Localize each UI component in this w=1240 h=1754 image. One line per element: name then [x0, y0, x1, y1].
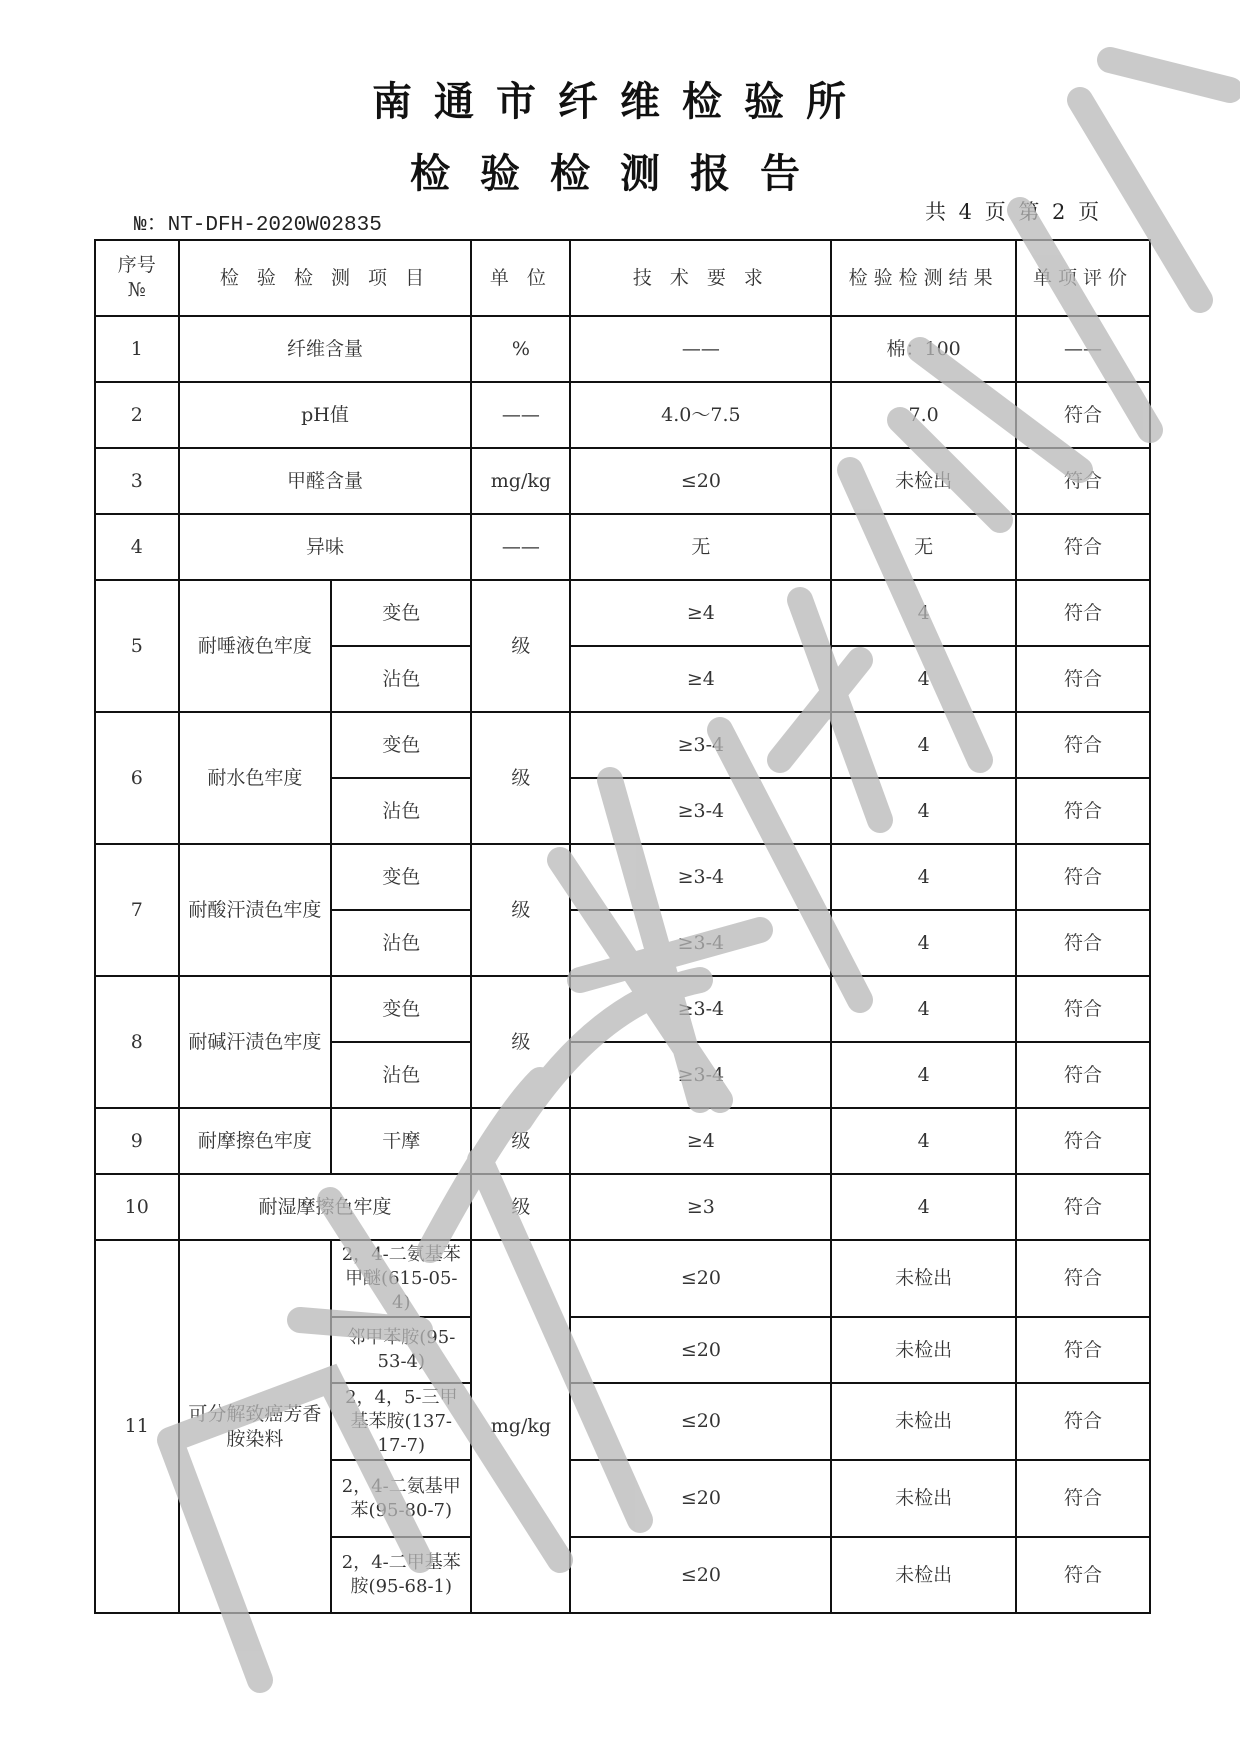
- table-header-row: [95, 240, 1150, 316]
- table-row: [95, 382, 1150, 448]
- test-item: 耐摩擦色牢度: [179, 1108, 332, 1174]
- requirement: ≥4: [570, 580, 831, 646]
- result: 未检出: [831, 1537, 1016, 1613]
- row-number: 11: [95, 1240, 179, 1613]
- sub-item: 变色: [331, 844, 471, 910]
- evaluation: 符合: [1016, 1108, 1150, 1174]
- sub-item: 邻甲苯胺(95-53-4): [331, 1317, 471, 1383]
- column-header-unit: 单 位: [471, 240, 570, 316]
- test-item: 耐水色牢度: [179, 712, 332, 844]
- test-item: 纤维含量: [179, 316, 472, 382]
- column-header-item: 检 验 检 测 项 目: [179, 240, 472, 316]
- requirement: 无: [570, 514, 831, 580]
- result: 4: [831, 1108, 1016, 1174]
- requirement: ≥3-4: [570, 778, 831, 844]
- evaluation: 符合: [1016, 712, 1150, 778]
- requirement: ≤20: [570, 448, 831, 514]
- test-item: 甲醛含量: [179, 448, 472, 514]
- sub-item: 2，4-二氨基甲苯(95-80-7): [331, 1460, 471, 1537]
- row-number: 2: [95, 382, 179, 448]
- evaluation: 符合: [1016, 1174, 1150, 1240]
- evaluation: 符合: [1016, 844, 1150, 910]
- evaluation: 符合: [1016, 1042, 1150, 1108]
- column-header-requirement: 技 术 要 求: [570, 240, 831, 316]
- column-header-evaluation: 单项评价: [1016, 240, 1150, 316]
- sub-item: 沾色: [331, 910, 471, 976]
- unit: ——: [471, 514, 570, 580]
- evaluation: 符合: [1016, 1537, 1150, 1613]
- test-item: 耐酸汗渍色牢度: [179, 844, 332, 976]
- requirement: 4.0～7.5: [570, 382, 831, 448]
- table-row: [95, 1174, 1150, 1240]
- sub-item: 2，4-二甲基苯胺(95-68-1): [331, 1537, 471, 1613]
- evaluation: 符合: [1016, 646, 1150, 712]
- requirement: ≥3-4: [570, 976, 831, 1042]
- row-number: 7: [95, 844, 179, 976]
- row-number: 10: [95, 1174, 179, 1240]
- evaluation: 符合: [1016, 778, 1150, 844]
- row-number: 9: [95, 1108, 179, 1174]
- unit: 级: [471, 1108, 570, 1174]
- unit: 级: [471, 844, 570, 976]
- table-row: [95, 316, 1150, 382]
- test-results-table: [94, 239, 1151, 1614]
- requirement: ≥3-4: [570, 712, 831, 778]
- table-row: [95, 976, 1150, 1042]
- test-item: 可分解致癌芳香胺染料: [179, 1240, 332, 1613]
- result: 4: [831, 712, 1016, 778]
- result: 未检出: [831, 1383, 1016, 1460]
- row-number: 8: [95, 976, 179, 1108]
- test-item: 耐湿摩擦色牢度: [179, 1174, 472, 1240]
- table-row: [95, 580, 1150, 646]
- page-info: 共 4 页 第 2 页: [925, 200, 1103, 224]
- test-item: 耐碱汗渍色牢度: [179, 976, 332, 1108]
- test-item: pH值: [179, 382, 472, 448]
- result: 未检出: [831, 1240, 1016, 1317]
- result: 4: [831, 580, 1016, 646]
- table-row: [95, 844, 1150, 910]
- evaluation: 符合: [1016, 580, 1150, 646]
- document-number: №：NT-DFH-2020W02835: [134, 214, 382, 237]
- requirement: ≤20: [570, 1383, 831, 1460]
- column-header-no: 序号 №: [95, 240, 179, 316]
- sub-item: 变色: [331, 976, 471, 1042]
- result: 4: [831, 1174, 1016, 1240]
- result: 棉：100: [831, 316, 1016, 382]
- evaluation: 符合: [1016, 514, 1150, 580]
- unit: mg/kg: [471, 448, 570, 514]
- requirement: ≥4: [570, 646, 831, 712]
- evaluation: ——: [1016, 316, 1150, 382]
- row-number: 5: [95, 580, 179, 712]
- sub-item: 变色: [331, 712, 471, 778]
- evaluation: 符合: [1016, 382, 1150, 448]
- result: 4: [831, 646, 1016, 712]
- result: 无: [831, 514, 1016, 580]
- requirement: ≤20: [570, 1240, 831, 1317]
- requirement: ≤20: [570, 1317, 831, 1383]
- unit: 级: [471, 712, 570, 844]
- result: 7.0: [831, 382, 1016, 448]
- result: 未检出: [831, 448, 1016, 514]
- unit: mg/kg: [471, 1240, 570, 1613]
- table-row: [95, 448, 1150, 514]
- table-row: [95, 1240, 1150, 1317]
- evaluation: 符合: [1016, 910, 1150, 976]
- result: 未检出: [831, 1460, 1016, 1537]
- result: 4: [831, 844, 1016, 910]
- unit: 级: [471, 580, 570, 712]
- requirement: ——: [570, 316, 831, 382]
- test-item: 耐唾液色牢度: [179, 580, 332, 712]
- result: 4: [831, 1042, 1016, 1108]
- unit: %: [471, 316, 570, 382]
- report-title: 检验检测报告: [410, 151, 830, 197]
- unit: 级: [471, 976, 570, 1108]
- unit: ——: [471, 382, 570, 448]
- requirement: ≥3: [570, 1174, 831, 1240]
- result: 4: [831, 976, 1016, 1042]
- sub-item: 沾色: [331, 778, 471, 844]
- sub-item: 2，4，5-三甲基苯胺(137-17-7): [331, 1383, 471, 1460]
- row-number: 3: [95, 448, 179, 514]
- evaluation: 符合: [1016, 1383, 1150, 1460]
- unit: 级: [471, 1174, 570, 1240]
- row-number: 1: [95, 316, 179, 382]
- sub-item: 变色: [331, 580, 471, 646]
- test-item: 异味: [179, 514, 472, 580]
- row-number: 6: [95, 712, 179, 844]
- table-row: [95, 712, 1150, 778]
- result: 4: [831, 910, 1016, 976]
- evaluation: 符合: [1016, 1460, 1150, 1537]
- requirement: ≥3-4: [570, 1042, 831, 1108]
- requirement: ≤20: [570, 1460, 831, 1537]
- sub-item: 沾色: [331, 1042, 471, 1108]
- requirement: ≤20: [570, 1537, 831, 1613]
- sub-item: 沾色: [331, 646, 471, 712]
- sub-item: 2，4-二氨基苯甲醚(615-05-4): [331, 1240, 471, 1317]
- requirement: ≥3-4: [570, 844, 831, 910]
- row-number: 4: [95, 514, 179, 580]
- requirement: ≥4: [570, 1108, 831, 1174]
- result: 4: [831, 778, 1016, 844]
- table-row: [95, 1108, 1150, 1174]
- evaluation: 符合: [1016, 1240, 1150, 1317]
- column-header-result: 检验检测结果: [831, 240, 1016, 316]
- requirement: ≥3-4: [570, 910, 831, 976]
- organization-title: 南通市纤维检验所: [372, 79, 868, 125]
- table-row: [95, 514, 1150, 580]
- evaluation: 符合: [1016, 1317, 1150, 1383]
- result: 未检出: [831, 1317, 1016, 1383]
- sub-item: 干摩: [331, 1108, 471, 1174]
- evaluation: 符合: [1016, 448, 1150, 514]
- evaluation: 符合: [1016, 976, 1150, 1042]
